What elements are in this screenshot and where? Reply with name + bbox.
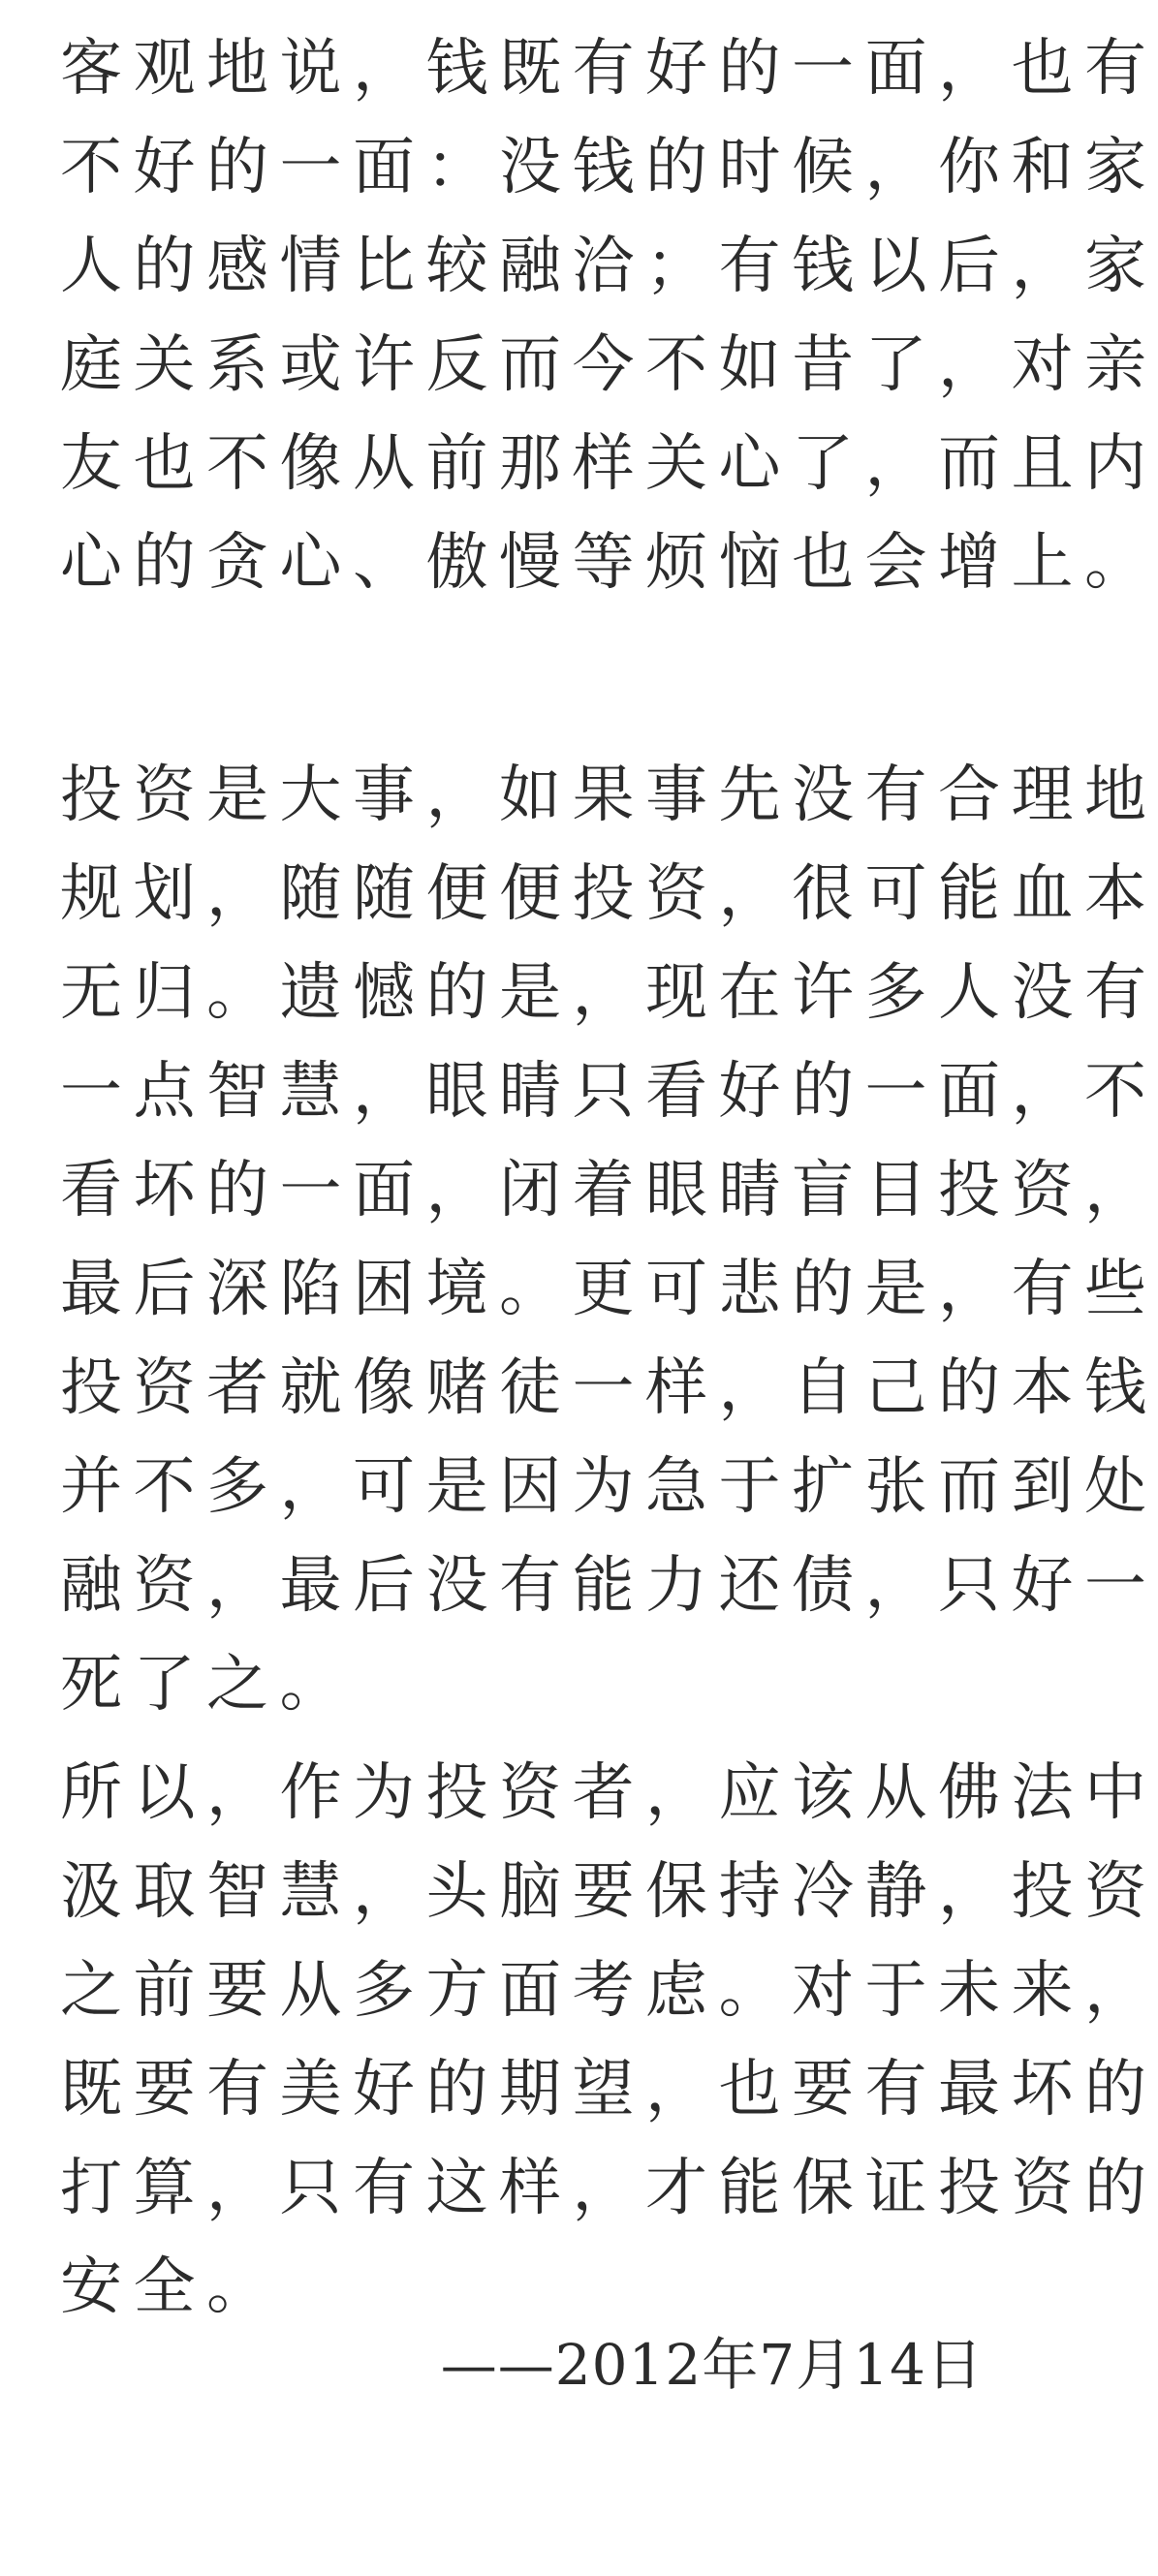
text-line: 既要有美好的期望，也要有最坏的 <box>60 2054 1158 2126</box>
date-signature: ——2012年7月14日 <box>440 2332 984 2398</box>
text-line: 所以，作为投资者，应该从佛法中 <box>60 1757 1158 1829</box>
text-line: 汲取智慧，头脑要保持冷静，投资 <box>60 1856 1158 1928</box>
text-line: 看坏的一面，闭着眼睛盲目投资， <box>60 1155 1158 1226</box>
text-line: 投资是大事，如果事先没有合理地 <box>60 760 1158 831</box>
text-line: 投资者就像赌徒一样，自己的本钱 <box>60 1352 1158 1424</box>
text-line: 死了之。 <box>60 1649 353 1721</box>
text-line: 无归。遗憾的是，现在许多人没有 <box>60 957 1158 1029</box>
text-line: 庭关系或许反而今不如昔了，对亲 <box>60 329 1158 401</box>
text-line: 不好的一面：没钱的时候，你和家 <box>60 132 1158 203</box>
text-line: 心的贪心、傲慢等烦恼也会增上。 <box>60 527 1158 599</box>
text-line: 并不多，可是因为急于扩张而到处 <box>60 1451 1158 1523</box>
text-line: 最后深陷困境。更可悲的是，有些 <box>60 1254 1158 1325</box>
text-line: 客观地说，钱既有好的一面，也有 <box>60 33 1158 105</box>
text-line: 规划，随随便便投资，很可能血本 <box>60 858 1158 930</box>
text-line: 安全。 <box>60 2251 280 2323</box>
paragraph-3 <box>60 1744 1158 2337</box>
text-line: 打算，只有这样，才能保证投资的 <box>60 2153 1158 2224</box>
text-line: 一点智慧，眼睛只看好的一面，不 <box>60 1056 1158 1128</box>
text-line: 人的感情比较融洽；有钱以后，家 <box>60 231 1158 302</box>
text-line: 融资，最后没有能力还债，只好一 <box>60 1550 1158 1622</box>
text-line: 之前要从多方面考虑。对于未来， <box>60 1955 1158 2027</box>
paragraph-1 <box>60 19 1158 612</box>
text-line: 友也不像从前那样关心了，而且内 <box>60 428 1158 500</box>
paragraph-2 <box>60 746 1158 1734</box>
